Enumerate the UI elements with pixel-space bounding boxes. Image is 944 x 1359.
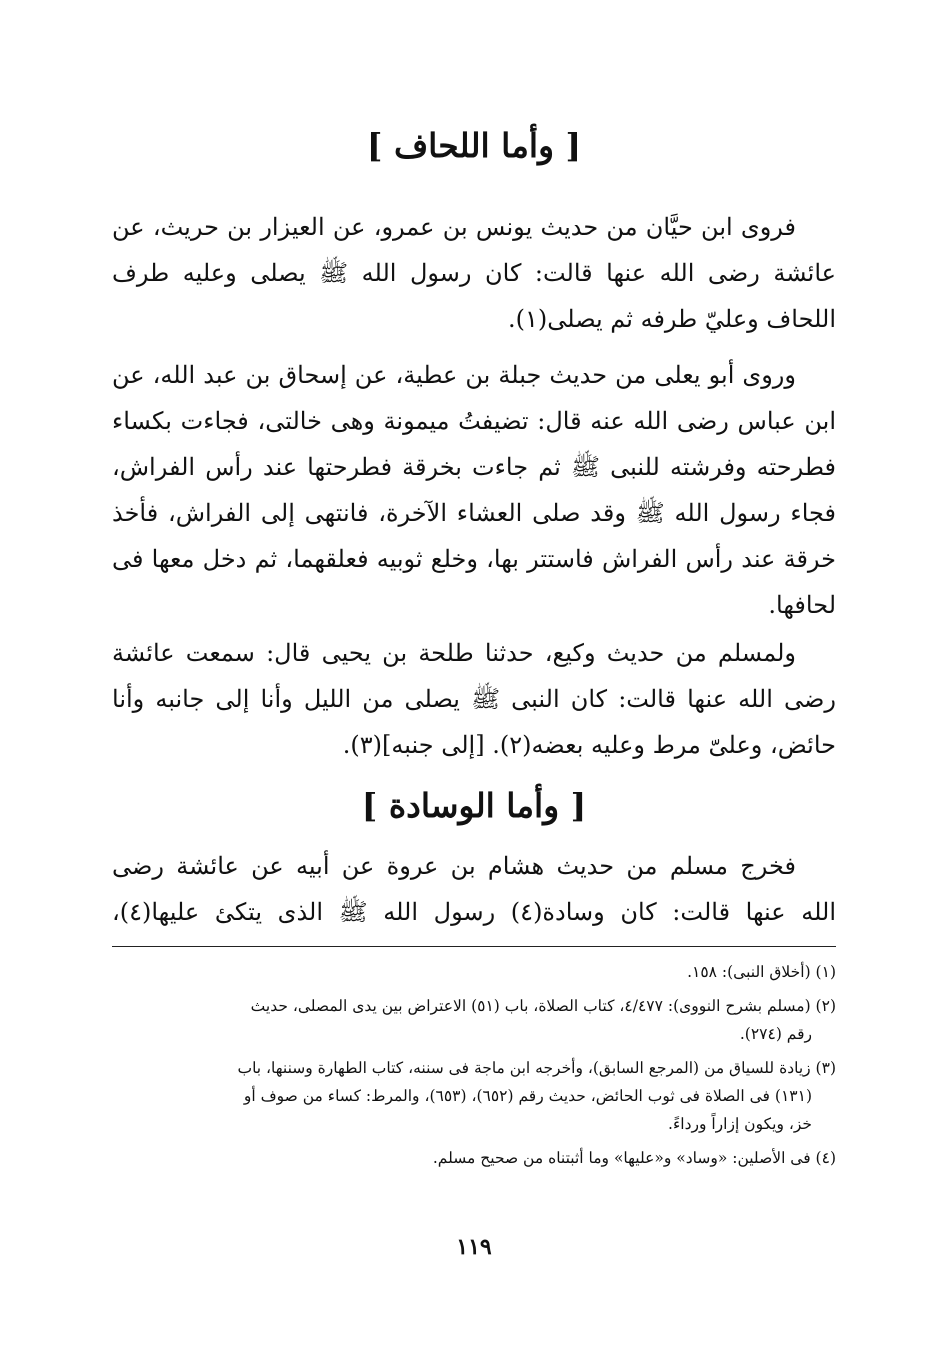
- footnote-line: (٢) (مسلم بشرح النووى): ٤/٤٧٧، كتاب الصلاة، باب (٥١) الاعتراض بين يدى المصلى، حديث: [250, 997, 836, 1015]
- text-line: خرقة عند رأس الفراش فاستتر بها، وخلع ثوبيه فعلقهما، ثم دخل معها فى: [112, 545, 836, 573]
- footnote-2: [112, 992, 836, 1048]
- footnote-1: [112, 958, 836, 986]
- page-number: ١١٩: [456, 1234, 492, 1260]
- footnote-line: رقم (٢٧٤).: [739, 1025, 812, 1043]
- text-line: فطرحته وفرشته للنبى ﷺ ثم جاءت بخرقة فطرحتها عند رأس الفراش،: [112, 453, 836, 481]
- footnote-line: (٣) زيادة للسياق من (المرجع السابق)، وأخرجه ابن ماجة فى سننه، كتاب الطهارة وسننها، باب: [237, 1059, 836, 1077]
- footnote-line: (٤) فى الأصلين: «وساد» و«عليها» وما أثبتناه من صحيح مسلم.: [432, 1149, 836, 1167]
- text-line: اللحاف وعليّ طرفه ثم يصلى(١).: [507, 305, 836, 333]
- paragraph-muslim-hisham: [112, 843, 836, 935]
- paragraph-abu-yala: [112, 352, 836, 628]
- text-line: عائشة رضى الله عنها قالت: كان رسول الله ﷺ يصلى وعليه طرف: [112, 259, 836, 287]
- footnote-4: [112, 1144, 836, 1172]
- footnote-divider: [112, 946, 836, 947]
- text-line: فروى ابن حيَّان من حديث يونس بن عمرو، عن العيزار بن حريث، عن: [112, 213, 796, 241]
- section-heading-pillow: [ وأما الوسادة ]: [361, 786, 587, 825]
- text-line: رضى الله عنها قالت: كان النبى ﷺ يصلى من الليل وأنا إلى جانبه وأنا: [112, 685, 836, 713]
- text-line: ابن عباس رضى الله عنه قال: تضيفتُ ميمونة وهى خالتى، فجاءت بكساء: [112, 407, 836, 435]
- text-line: الله عنها قالت: كان وسادة(٤) رسول الله ﷺ الذى يتكئ عليها(٤)،: [112, 898, 837, 926]
- text-line: لحافها.: [768, 591, 836, 619]
- footnote-line: خز، ويكون إزاراً ورداءً.: [668, 1115, 812, 1133]
- footnote-line: (١) (أخلاق النبى): ١٥٨.: [687, 963, 836, 981]
- text-line: فجاء رسول الله ﷺ وقد صلى العشاء الآخرة، فانتهى إلى الفراش، فأخذ: [112, 499, 836, 527]
- footnotes: [112, 958, 836, 1178]
- paragraph-muslim-waki: [112, 630, 836, 768]
- book-page: [112, 0, 836, 1359]
- section-heading-blanket: [ وأما اللحاف ]: [366, 126, 582, 165]
- footnote-line: (١٣١) فى الصلاة فى ثوب الحائض، حديث رقم (٦٥٢)، (٦٥٣)، والمرط: كساء من صوف أو: [243, 1087, 812, 1105]
- text-line: وروى أبو يعلى من حديث جبلة بن عطية، عن إسحاق بن عبد الله، عن: [112, 361, 796, 389]
- footnote-3: [112, 1054, 836, 1138]
- paragraph-ibn-hibban: [112, 204, 836, 342]
- text-line: ولمسلم من حديث وكيع، حدثنا طلحة بن يحيى قال: سمعت عائشة: [112, 639, 796, 667]
- text-line: فخرج مسلم من حديث هشام بن عروة عن أبيه عن عائشة رضى: [112, 852, 796, 880]
- text-line: حائض، وعلىّ مرط وعليه بعضه(٢). [إلى جنبه](٣).: [342, 731, 836, 759]
